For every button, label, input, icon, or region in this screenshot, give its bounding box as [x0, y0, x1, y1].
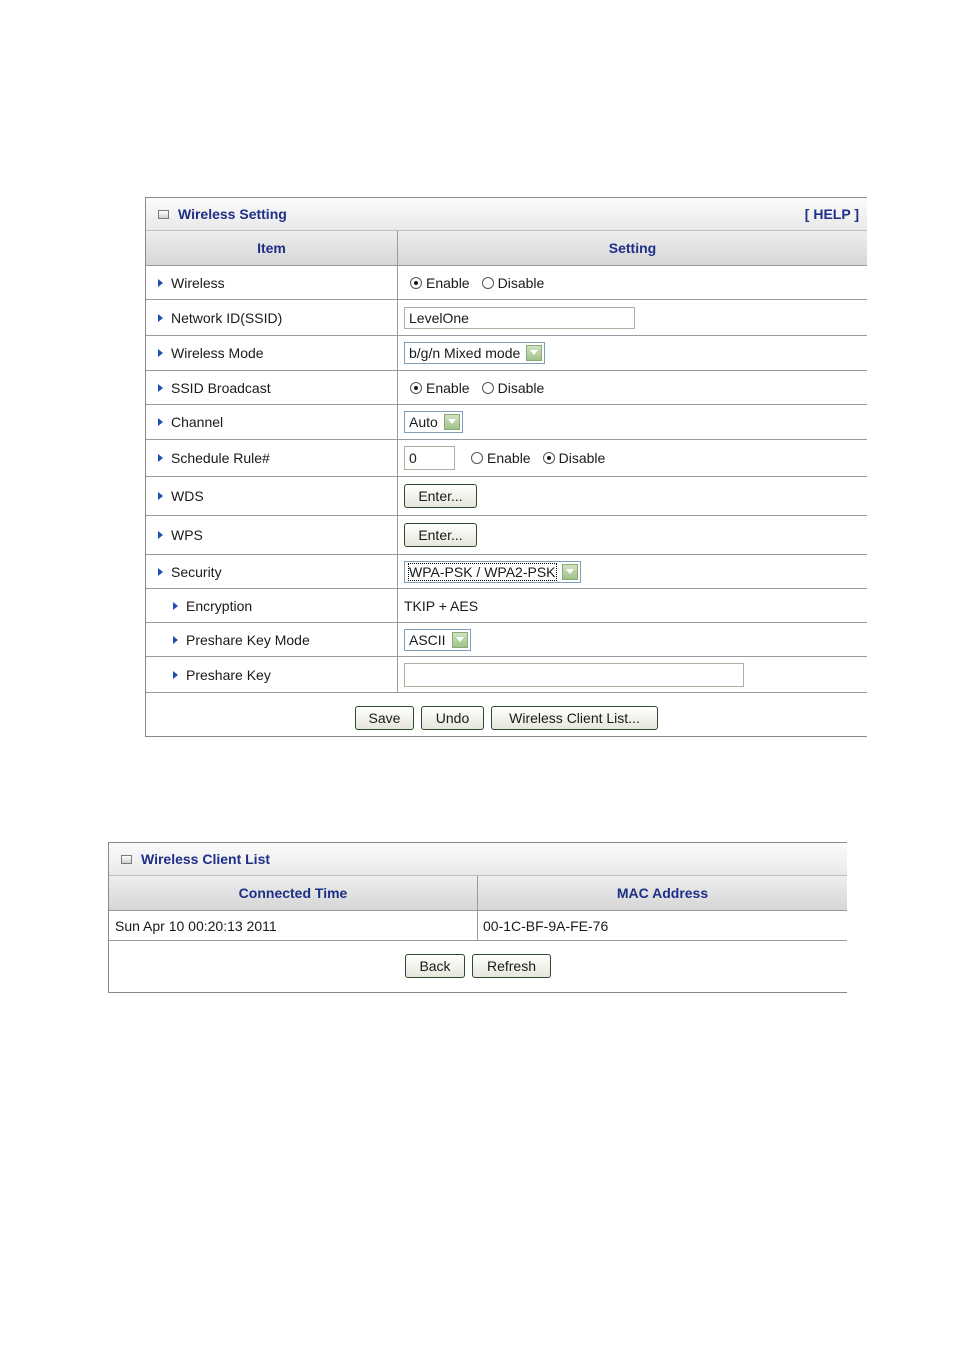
security-value: WPA-PSK / WPA2-PSK	[409, 563, 556, 580]
schedule-disable-label: Disable	[558, 450, 606, 466]
arrow-icon	[158, 279, 163, 287]
refresh-button[interactable]: Refresh	[472, 954, 551, 978]
action-buttons	[146, 693, 867, 743]
row-ssid	[146, 300, 867, 336]
row-preshare-key	[146, 657, 867, 693]
wds-enter-button[interactable]: Enter...	[404, 484, 477, 508]
row-preshare-key-mode	[146, 623, 867, 657]
wps-enter-button[interactable]: Enter...	[404, 523, 477, 547]
wireless-disable-label: Disable	[497, 274, 545, 291]
schedule-rule-input[interactable]: 0	[404, 446, 455, 470]
client-list-title-bar	[109, 843, 847, 876]
schedule-enable-radio[interactable]	[471, 452, 483, 464]
broadcast-disable-radio[interactable]	[482, 382, 494, 394]
wireless-setting-panel	[145, 197, 867, 737]
label-security: Security	[171, 563, 222, 580]
row-wireless-mode	[146, 336, 867, 371]
back-button[interactable]: Back	[405, 954, 465, 978]
wireless-enable-radio[interactable]	[410, 277, 422, 289]
panel-title: Wireless Setting	[178, 206, 287, 222]
chevron-down-icon[interactable]	[444, 414, 460, 430]
client-table-header	[109, 876, 847, 911]
label-wireless: Wireless	[171, 274, 225, 291]
wireless-enable-label: Enable	[426, 274, 470, 291]
preshare-key-mode-value: ASCII	[409, 631, 446, 648]
preshare-key-input[interactable]	[404, 663, 744, 687]
chevron-down-icon[interactable]	[526, 345, 542, 361]
schedule-enable-label: Enable	[487, 450, 531, 466]
save-button[interactable]: Save	[355, 706, 414, 730]
label-encryption: Encryption	[186, 597, 253, 614]
label-schedule-rule: Schedule Rule#	[171, 450, 270, 466]
arrow-icon	[158, 314, 163, 322]
client-list-title: Wireless Client List	[141, 851, 271, 867]
arrow-icon	[173, 671, 178, 679]
row-ssid-broadcast	[146, 371, 867, 405]
undo-button[interactable]: Undo	[421, 706, 484, 730]
ssid-input[interactable]: LevelOne	[404, 307, 635, 329]
chevron-down-icon[interactable]	[452, 632, 468, 648]
panel-title-bar	[146, 198, 867, 231]
connected-time-cell: Sun Apr 10 00:20:13 2011	[109, 911, 478, 940]
broadcast-enable-radio[interactable]	[410, 382, 422, 394]
help-link[interactable]: [ HELP ]	[804, 206, 859, 222]
arrow-icon	[158, 384, 163, 392]
arrow-icon	[173, 636, 178, 644]
wireless-mode-select[interactable]	[404, 342, 545, 364]
row-wps	[146, 516, 867, 555]
arrow-icon	[158, 568, 163, 576]
arrow-icon	[158, 418, 163, 426]
wireless-client-list-panel	[108, 842, 847, 993]
row-security	[146, 555, 867, 589]
panel-icon	[121, 855, 132, 864]
label-preshare-key-mode: Preshare Key Mode	[186, 631, 310, 648]
wireless-mode-value: b/g/n Mixed mode	[409, 345, 521, 361]
col-connected-time-header: Connected Time	[109, 876, 478, 910]
security-select[interactable]	[404, 561, 581, 583]
panel-icon	[158, 210, 169, 219]
schedule-disable-radio[interactable]	[543, 452, 555, 464]
channel-value: Auto	[409, 414, 438, 430]
table-header	[146, 231, 867, 266]
broadcast-enable-label: Enable	[426, 379, 470, 396]
col-mac-address-header: MAC Address	[616, 885, 709, 901]
label-ssid-broadcast: SSID Broadcast	[171, 379, 271, 396]
row-wireless	[146, 266, 867, 300]
channel-select[interactable]	[404, 411, 463, 433]
label-wps: WPS	[171, 527, 203, 543]
client-list-buttons	[109, 941, 847, 991]
row-schedule-rule	[146, 440, 867, 477]
encryption-value: TKIP + AES	[404, 597, 479, 614]
row-encryption	[146, 589, 867, 623]
table-row	[109, 911, 847, 941]
chevron-down-icon[interactable]	[562, 564, 578, 580]
broadcast-disable-label: Disable	[497, 379, 545, 396]
label-channel: Channel	[171, 414, 224, 430]
arrow-icon	[158, 531, 163, 539]
col-item-header: Item	[146, 231, 398, 265]
arrow-icon	[158, 454, 163, 462]
arrow-icon	[158, 492, 163, 500]
wireless-client-list-button[interactable]: Wireless Client List...	[491, 706, 658, 730]
label-ssid: Network ID(SSID)	[171, 309, 283, 326]
label-preshare-key: Preshare Key	[186, 666, 271, 683]
row-wds	[146, 477, 867, 516]
label-wireless-mode: Wireless Mode	[171, 345, 264, 361]
arrow-icon	[173, 602, 178, 610]
mac-address-cell: 00-1C-BF-9A-FE-76	[483, 917, 609, 934]
preshare-key-mode-select[interactable]	[404, 629, 471, 651]
row-channel	[146, 405, 867, 440]
arrow-icon	[158, 349, 163, 357]
label-wds: WDS	[171, 488, 204, 504]
wireless-disable-radio[interactable]	[482, 277, 494, 289]
col-setting-header: Setting	[608, 240, 657, 256]
